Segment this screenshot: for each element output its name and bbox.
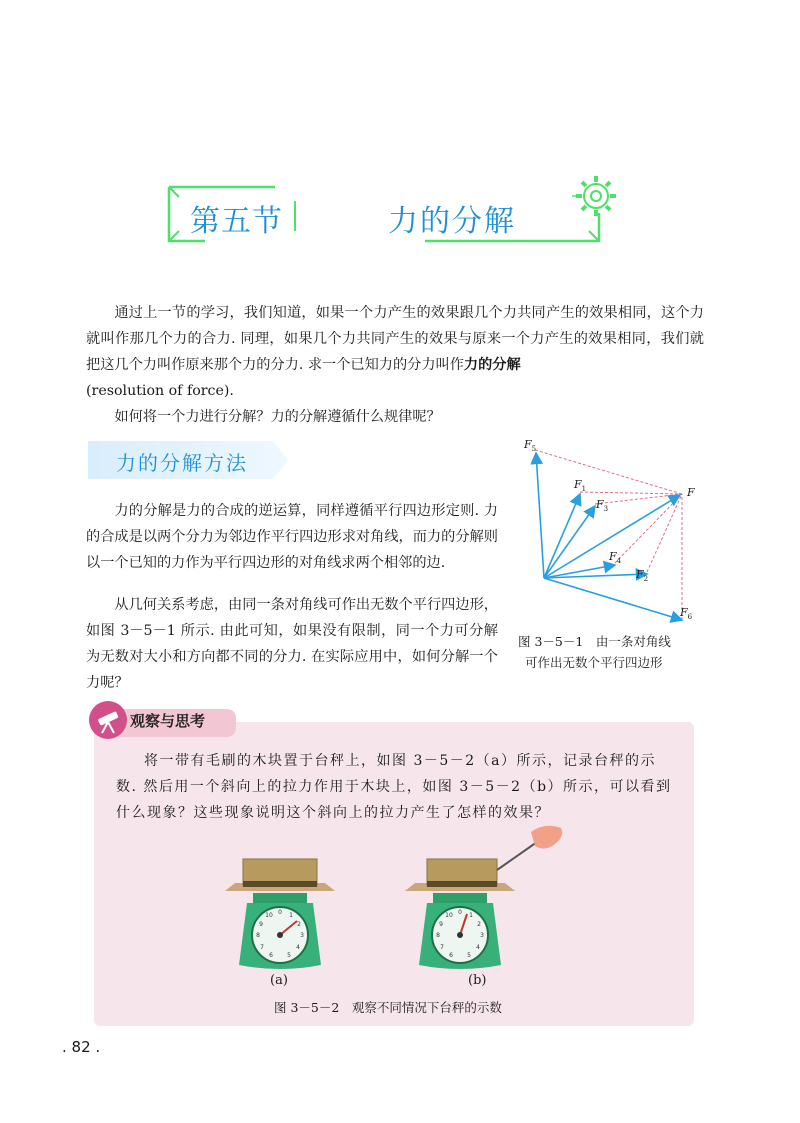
svg-text:3: 3 <box>480 932 484 939</box>
svg-text:1: 1 <box>289 912 293 919</box>
svg-text:7: 7 <box>260 944 264 951</box>
force-f5-arrow <box>536 453 544 578</box>
svg-text:2: 2 <box>297 921 301 928</box>
subfigure-label-a: (a) <box>270 973 288 988</box>
scale-figure-a <box>225 855 335 975</box>
svg-text:4: 4 <box>476 944 480 951</box>
label-f5: $F_5$ <box>524 438 537 453</box>
geometry-paragraph: 从几何关系考虑，由同一条对角线可作出无数个平行四边形，如图 3－5－1 所示. 由此可知，如果没有限制，同一个力可分解为无数对大小和方向都不同的分力. 在实际应用中，如何分解一个力呢？ <box>86 597 498 691</box>
svg-text:10: 10 <box>265 912 273 919</box>
section-number: 第五节 <box>190 204 283 239</box>
force-f6-arrow <box>544 578 682 620</box>
subfigure-label-b: (b) <box>468 973 487 988</box>
label-f4: $F_4$ <box>609 550 622 565</box>
svg-text:5: 5 <box>287 952 291 959</box>
svg-text:2: 2 <box>477 921 481 928</box>
gear-icon <box>568 168 624 224</box>
observation-text: 将一带有毛刷的木块置于台秤上，如图 3－5－2（a）所示，记录台秤的示数. 然后用一个斜向上的拉力作用于木块上，如图 3－5－2（b）所示，可以看到什么现象？这些现象说明这个斜向上的拉力产生了怎样的效果？ <box>116 753 672 821</box>
figure2-caption: 图 3－5－2 观察不同情况下台秤的示数 <box>274 1000 502 1015</box>
scale-figure-b <box>405 822 570 975</box>
svg-text:0: 0 <box>278 909 282 916</box>
section-title: 力的分解 <box>388 204 516 239</box>
svg-text:1: 1 <box>469 912 473 919</box>
intro-paragraph <box>86 300 704 404</box>
svg-text:0: 0 <box>458 909 462 916</box>
label-f2: $F_2$ <box>636 568 649 583</box>
term-force-resolution: 力的分解 <box>463 357 521 373</box>
svg-text:5: 5 <box>467 952 471 959</box>
label-f6: $F_6$ <box>680 606 693 621</box>
label-f1: $F_1$ <box>574 478 587 493</box>
svg-text:6: 6 <box>269 952 273 959</box>
observation-tab-label: 观察与思考 <box>130 712 206 730</box>
intro-question: 如何将一个力进行分解？力的分解遵循什么规律呢？ <box>114 409 441 425</box>
svg-text:4: 4 <box>296 944 300 951</box>
method-paragraph: 力的分解是力的合成的逆运算，同样遵循平行四边形定则. 力的合成是以两个分力为邻边作平行四边形求对角线，而力的分解则以一个已知的力作为平行四边形的对角线求两个相邻的边. <box>86 503 498 571</box>
label-f: F <box>687 486 695 499</box>
svg-text:10: 10 <box>445 912 453 919</box>
svg-text:7: 7 <box>440 944 444 951</box>
svg-text:9: 9 <box>439 921 443 928</box>
figure-caption: 图 3－5－1 由一条对角线 <box>518 634 671 649</box>
telescope-icon <box>88 700 128 740</box>
svg-text:3: 3 <box>300 932 304 939</box>
intro-text: 通过上一节的学习，我们知道，如果一个力产生的效果跟几个力共同产生的效果相同，这个力就叫作那几个力的合力. 同理，如果几个力共同产生的效果与原来一个力产生的效果相同，我们就把这几个力叫作原来那个力的分力. 求一个已知力的分力叫作 <box>86 305 704 373</box>
force-decomposition-figure <box>510 436 710 636</box>
page-number: . 82 . <box>62 1038 101 1056</box>
svg-text:8: 8 <box>436 932 440 939</box>
subsection-title: 力的分解方法 <box>116 451 248 475</box>
svg-text:6: 6 <box>449 952 453 959</box>
svg-text:8: 8 <box>256 932 260 939</box>
svg-text:9: 9 <box>259 921 263 928</box>
figure-caption-line2: 可作出无数个平行四边形 <box>525 655 663 670</box>
intro-term-english: (resolution of force). <box>86 383 234 399</box>
label-f3: $F_3$ <box>596 498 609 513</box>
